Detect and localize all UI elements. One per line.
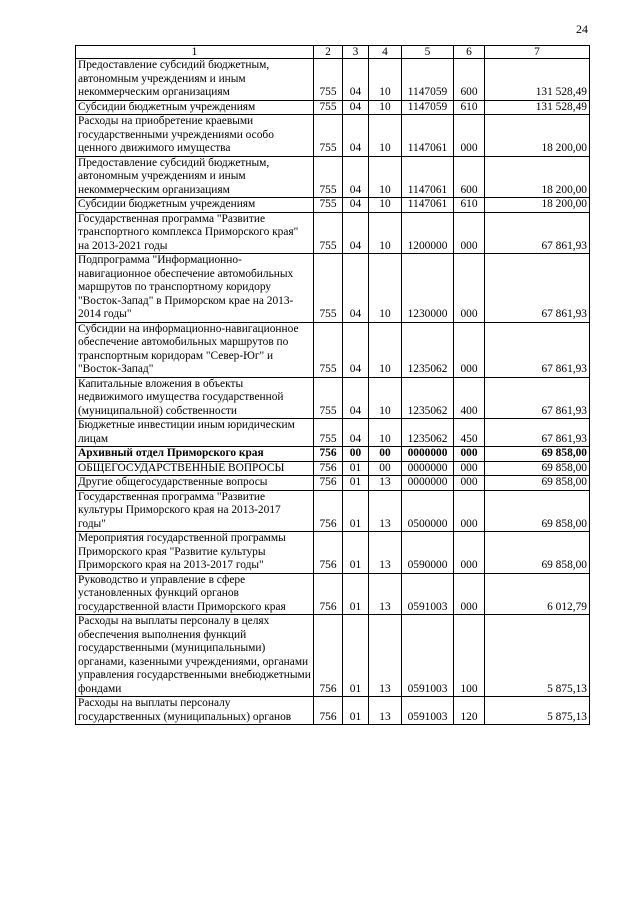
row-code-cell: 01 — [343, 573, 369, 615]
row-sum-cell: 6 012,79 — [485, 573, 590, 615]
table-row — [76, 198, 590, 213]
row-code-cell: 10 — [369, 156, 402, 198]
table-row — [76, 212, 590, 254]
row-sum-cell: 69 858,00 — [485, 490, 590, 532]
header-cell: 1 — [76, 46, 314, 59]
row-code-cell: 120 — [454, 697, 485, 725]
row-name-cell: Расходы на выплаты персоналу государственных (муниципальных) органов — [76, 697, 314, 725]
row-name-cell: Руководство и управление в сфере установленных функций органов государственной власти Приморского края — [76, 573, 314, 615]
row-code-cell: 0590000 — [402, 532, 454, 574]
row-name-cell: Подпрограмма "Информационно-навигационное обеспечение автомобильных маршрутов по транспортному коридору "Восток-Запад" в Приморском крае на 2013-2014 годы" — [76, 254, 314, 323]
row-sum-cell: 69 858,00 — [485, 461, 590, 476]
row-name-cell: Расходы на приобретение краевыми государственными учреждениями особо ценного движимого имущества — [76, 115, 314, 157]
header-cell: 2 — [314, 46, 343, 59]
row-code-cell: 755 — [314, 419, 343, 447]
row-code-cell: 1235062 — [402, 322, 454, 377]
row-code-cell: 13 — [369, 697, 402, 725]
row-code-cell: 13 — [369, 615, 402, 697]
budget-table — [75, 45, 590, 725]
row-code-cell: 0591003 — [402, 573, 454, 615]
row-code-cell: 755 — [314, 59, 343, 101]
row-code-cell: 04 — [343, 100, 369, 115]
row-code-cell: 10 — [369, 100, 402, 115]
row-name-cell: Капитальные вложения в объекты недвижимого имущества государственной (муниципальной) собственности — [76, 377, 314, 419]
row-name-cell: Государственная программа "Развитие транспортного комплекса Приморского края" на 2013-2021 годы — [76, 212, 314, 254]
table-row — [76, 490, 590, 532]
row-sum-cell: 69 858,00 — [485, 476, 590, 491]
row-code-cell: 000 — [454, 322, 485, 377]
row-name-cell: Бюджетные инвестиции иным юридическим лицам — [76, 419, 314, 447]
row-code-cell: 0500000 — [402, 490, 454, 532]
table-row — [76, 615, 590, 697]
row-sum-cell: 5 875,13 — [485, 615, 590, 697]
row-code-cell: 0000000 — [402, 476, 454, 491]
row-code-cell: 04 — [343, 115, 369, 157]
row-code-cell: 01 — [343, 461, 369, 476]
row-code-cell: 756 — [314, 615, 343, 697]
header-cell: 4 — [369, 46, 402, 59]
row-code-cell: 755 — [314, 377, 343, 419]
row-code-cell: 01 — [343, 476, 369, 491]
row-code-cell: 450 — [454, 419, 485, 447]
row-code-cell: 00 — [343, 447, 369, 462]
row-code-cell: 0591003 — [402, 615, 454, 697]
row-code-cell: 755 — [314, 212, 343, 254]
row-code-cell: 1235062 — [402, 377, 454, 419]
row-sum-cell: 69 858,00 — [485, 447, 590, 462]
row-sum-cell: 131 528,49 — [485, 59, 590, 101]
table-row — [76, 377, 590, 419]
row-sum-cell: 18 200,00 — [485, 198, 590, 213]
row-code-cell: 10 — [369, 419, 402, 447]
row-code-cell: 04 — [343, 59, 369, 101]
row-code-cell: 000 — [454, 447, 485, 462]
row-code-cell: 1147061 — [402, 198, 454, 213]
row-sum-cell: 69 858,00 — [485, 532, 590, 574]
row-name-cell: Субсидии бюджетным учреждениям — [76, 198, 314, 213]
row-code-cell: 000 — [454, 476, 485, 491]
row-sum-cell: 131 528,49 — [485, 100, 590, 115]
row-code-cell: 100 — [454, 615, 485, 697]
row-name-cell: Мероприятия государственной программы Приморского края "Развитие культуры Приморского края на 2013-2017 годы" — [76, 532, 314, 574]
table-row — [76, 419, 590, 447]
row-code-cell: 13 — [369, 490, 402, 532]
row-code-cell: 755 — [314, 254, 343, 323]
row-code-cell: 755 — [314, 198, 343, 213]
row-code-cell: 00 — [369, 447, 402, 462]
row-code-cell: 756 — [314, 573, 343, 615]
table-row — [76, 447, 590, 462]
header-cell: 3 — [343, 46, 369, 59]
row-code-cell: 10 — [369, 254, 402, 323]
row-code-cell: 000 — [454, 115, 485, 157]
row-sum-cell: 18 200,00 — [485, 156, 590, 198]
row-code-cell: 10 — [369, 377, 402, 419]
table-row — [76, 476, 590, 491]
row-code-cell: 04 — [343, 419, 369, 447]
row-code-cell: 04 — [343, 156, 369, 198]
row-code-cell: 13 — [369, 532, 402, 574]
row-code-cell: 000 — [454, 490, 485, 532]
row-code-cell: 1147061 — [402, 115, 454, 157]
row-code-cell: 1147059 — [402, 100, 454, 115]
table-row — [76, 254, 590, 323]
row-code-cell: 10 — [369, 212, 402, 254]
row-code-cell: 1235062 — [402, 419, 454, 447]
row-code-cell: 000 — [454, 532, 485, 574]
row-code-cell: 756 — [314, 461, 343, 476]
row-code-cell: 755 — [314, 100, 343, 115]
row-name-cell: ОБЩЕГОСУДАРСТВЕННЫЕ ВОПРОСЫ — [76, 461, 314, 476]
row-code-cell: 400 — [454, 377, 485, 419]
header-cell: 5 — [402, 46, 454, 59]
row-code-cell: 000 — [454, 573, 485, 615]
row-code-cell: 04 — [343, 198, 369, 213]
row-name-cell: Предоставление субсидий бюджетным, автономным учреждениям и иным некоммерческим организациям — [76, 156, 314, 198]
table-row — [76, 697, 590, 725]
row-code-cell: 756 — [314, 490, 343, 532]
row-code-cell: 0000000 — [402, 461, 454, 476]
row-code-cell: 1147061 — [402, 156, 454, 198]
row-sum-cell: 67 861,93 — [485, 254, 590, 323]
row-code-cell: 755 — [314, 156, 343, 198]
row-code-cell: 01 — [343, 615, 369, 697]
table-row — [76, 156, 590, 198]
row-code-cell: 04 — [343, 377, 369, 419]
row-name-cell: Государственная программа "Развитие культуры Приморского края на 2013-2017 годы" — [76, 490, 314, 532]
table-header-row — [76, 46, 590, 59]
row-code-cell: 01 — [343, 532, 369, 574]
row-sum-cell: 67 861,93 — [485, 419, 590, 447]
row-code-cell: 04 — [343, 254, 369, 323]
row-code-cell: 756 — [314, 697, 343, 725]
row-name-cell: Другие общегосударственные вопросы — [76, 476, 314, 491]
row-code-cell: 10 — [369, 59, 402, 101]
row-code-cell: 10 — [369, 198, 402, 213]
table-row — [76, 59, 590, 101]
row-code-cell: 600 — [454, 59, 485, 101]
row-name-cell: Архивный отдел Приморского края — [76, 447, 314, 462]
row-code-cell: 04 — [343, 212, 369, 254]
row-code-cell: 756 — [314, 447, 343, 462]
table-row — [76, 573, 590, 615]
row-code-cell: 13 — [369, 476, 402, 491]
row-code-cell: 01 — [343, 697, 369, 725]
row-code-cell: 10 — [369, 115, 402, 157]
row-code-cell: 755 — [314, 322, 343, 377]
table-row — [76, 461, 590, 476]
row-sum-cell: 67 861,93 — [485, 377, 590, 419]
row-code-cell: 1230000 — [402, 254, 454, 323]
row-code-cell: 13 — [369, 573, 402, 615]
table-row — [76, 100, 590, 115]
row-code-cell: 04 — [343, 322, 369, 377]
table-row — [76, 115, 590, 157]
row-name-cell: Субсидии на информационно-навигационное обеспечение автомобильных маршрутов по транспортным коридорам "Север-Юг" и "Восток-Запад" — [76, 322, 314, 377]
row-code-cell: 000 — [454, 212, 485, 254]
table-row — [76, 322, 590, 377]
page-number: 24 — [576, 22, 588, 36]
row-code-cell: 000 — [454, 254, 485, 323]
row-code-cell: 1147059 — [402, 59, 454, 101]
row-sum-cell: 67 861,93 — [485, 212, 590, 254]
table-row — [76, 532, 590, 574]
header-cell: 7 — [485, 46, 590, 59]
row-code-cell: 01 — [343, 490, 369, 532]
row-code-cell: 756 — [314, 532, 343, 574]
row-code-cell: 0591003 — [402, 697, 454, 725]
row-code-cell: 1200000 — [402, 212, 454, 254]
row-code-cell: 0000000 — [402, 447, 454, 462]
row-code-cell: 755 — [314, 115, 343, 157]
row-sum-cell: 18 200,00 — [485, 115, 590, 157]
header-cell: 6 — [454, 46, 485, 59]
row-code-cell: 00 — [369, 461, 402, 476]
row-name-cell: Субсидии бюджетным учреждениям — [76, 100, 314, 115]
row-code-cell: 10 — [369, 322, 402, 377]
row-name-cell: Расходы на выплаты персоналу в целях обеспечения выполнения функций государственными (муниципальными) органами, казенными учреждениями, органами управления государственными внебюджетными фондами — [76, 615, 314, 697]
row-name-cell: Предоставление субсидий бюджетным, автономным учреждениям и иным некоммерческим организациям — [76, 59, 314, 101]
row-sum-cell: 5 875,13 — [485, 697, 590, 725]
row-code-cell: 610 — [454, 198, 485, 213]
row-code-cell: 000 — [454, 461, 485, 476]
row-code-cell: 610 — [454, 100, 485, 115]
row-code-cell: 600 — [454, 156, 485, 198]
row-code-cell: 756 — [314, 476, 343, 491]
row-sum-cell: 67 861,93 — [485, 322, 590, 377]
